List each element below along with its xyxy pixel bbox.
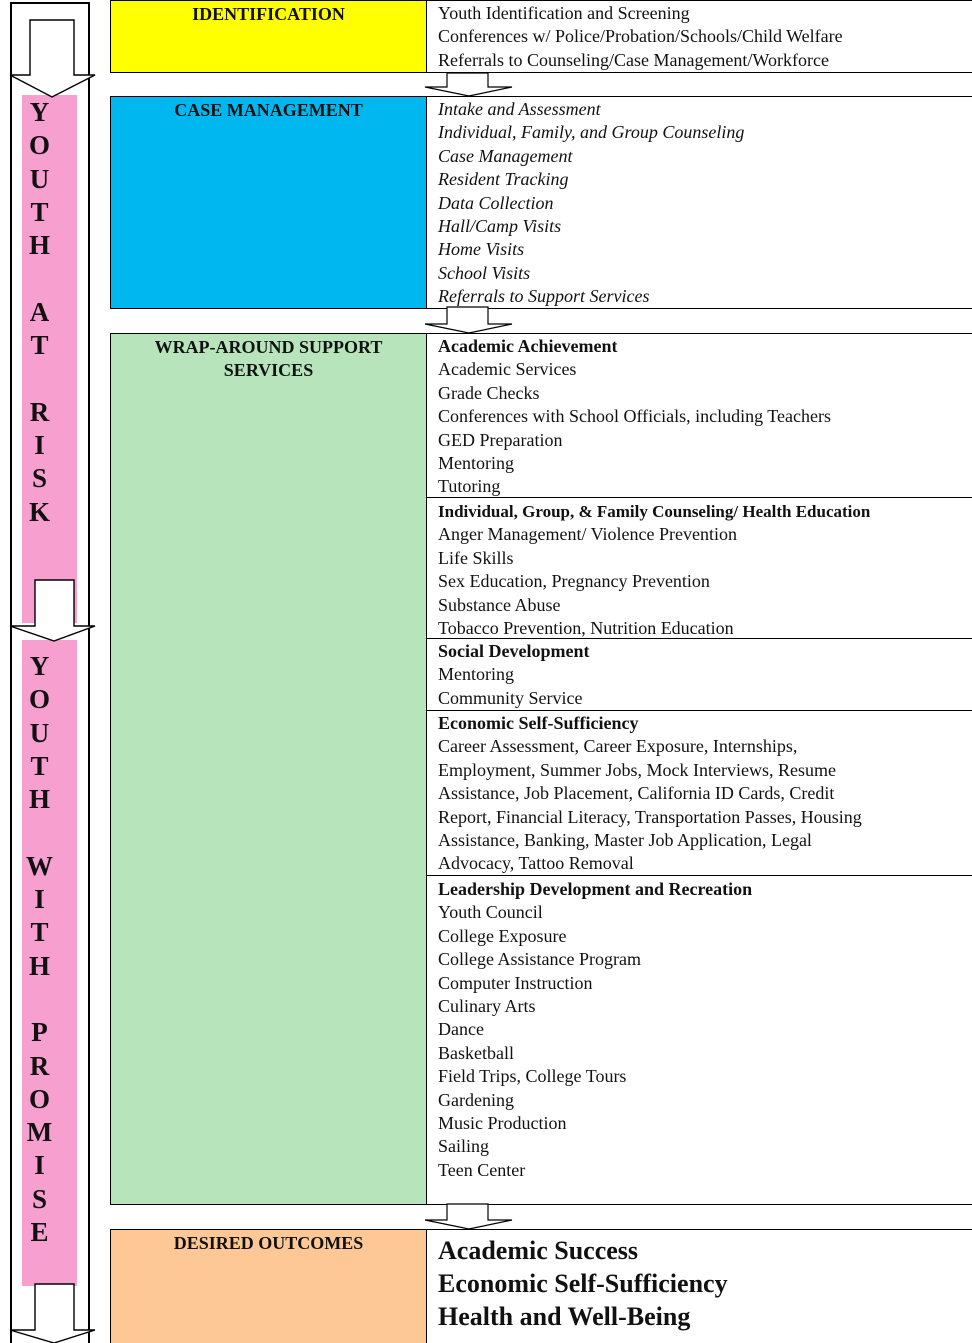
side-label-letter: H: [28, 230, 50, 261]
identification-label-box: [110, 0, 427, 73]
section-heading: Academic Achievement: [438, 336, 618, 356]
social-development-section: [427, 639, 972, 711]
flow-arrow-1-icon: [425, 73, 513, 97]
case-management-item: Hall/Camp Visits: [438, 216, 562, 237]
section-item: Academic Services: [438, 359, 577, 380]
side-label-letter: T: [30, 330, 49, 361]
side-label-letter: A: [29, 296, 50, 327]
side-label-letter: P: [31, 1017, 48, 1048]
section-item: Tobacco Prevention, Nutrition Education: [438, 618, 734, 639]
section-item: Grade Checks: [438, 382, 540, 403]
case-management-items: [427, 96, 972, 309]
case-management-item: Data Collection: [438, 192, 554, 213]
case-management-item: Intake and Assessment: [438, 99, 601, 119]
side-label-letter: [22, 262, 57, 295]
section-item: Dance: [438, 1019, 484, 1040]
section-item: Life Skills: [438, 547, 514, 568]
case-management-item: School Visits: [438, 262, 531, 283]
section-item: GED Preparation: [438, 429, 563, 450]
section-item: Gardening: [438, 1089, 514, 1110]
case-management-item: Resident Tracking: [438, 169, 569, 190]
section-item: Employment, Summer Jobs, Mock Interviews, Resume: [438, 759, 836, 780]
flow-arrow-3-icon: [425, 1204, 513, 1230]
section-heading: Leadership Development and Recreation: [438, 879, 753, 899]
section-item: Anger Management/ Violence Prevention: [438, 524, 737, 545]
wrap-around-label-line1: WRAP-AROUND SUPPORT: [154, 337, 383, 357]
section-heading: Economic Self-Sufficiency: [438, 713, 639, 733]
side-label-letter: T: [30, 750, 49, 781]
section-item: Career Assessment, Career Exposure, Internships,: [438, 736, 798, 757]
case-management-label-box: [110, 96, 427, 309]
side-label-letter: M: [26, 1117, 53, 1148]
section-item: Tutoring: [438, 476, 501, 497]
side-label-letter: S: [31, 463, 48, 494]
youth-with-promise-label: [22, 650, 57, 1249]
side-label-letter: U: [29, 717, 50, 748]
identification-item: Conferences w/ Police/Probation/Schools/Child Welfare: [438, 26, 843, 47]
side-label-letter: E: [30, 1217, 49, 1248]
section-item: Conferences with School Officials, including Teachers: [438, 406, 831, 427]
section-item: College Exposure: [438, 925, 567, 946]
side-arrow-middle-icon: [10, 580, 96, 642]
youth-at-risk-label: [22, 96, 57, 529]
section-heading: Social Development: [438, 641, 590, 661]
identification-item: Referrals to Counseling/Case Management/Workforce: [438, 49, 829, 70]
case-management-item: Individual, Family, and Group Counseling: [438, 122, 745, 143]
side-label-letter: Y: [29, 97, 50, 127]
side-label-letter: I: [34, 429, 45, 460]
section-heading: Individual, Group, & Family Counseling/ Health Education: [438, 502, 871, 521]
side-label-letter: O: [28, 684, 50, 715]
side-label-letter: K: [28, 496, 50, 527]
leadership-recreation-section: [427, 876, 972, 1182]
side-label-letter: H: [28, 784, 50, 815]
section-item: Mentoring: [438, 664, 514, 685]
side-label-letter: [22, 816, 57, 849]
side-label-letter: H: [28, 950, 50, 981]
side-label-letter: T: [30, 917, 49, 948]
section-item: Computer Instruction: [438, 972, 593, 993]
side-arrow-bottom-icon: [10, 1284, 96, 1343]
section-item: Substance Abuse: [438, 594, 561, 615]
side-label-letter: U: [29, 163, 50, 194]
counseling-health-section: [427, 498, 972, 639]
case-management-item: Case Management: [438, 145, 573, 166]
side-arrow-top-icon: [10, 20, 96, 98]
outcome-item: Academic Success: [438, 1236, 639, 1265]
outcomes-items: [427, 1229, 972, 1343]
academic-achievement-section: [427, 334, 972, 498]
section-item: Culinary Arts: [438, 996, 536, 1017]
side-label-letter: Y: [29, 651, 50, 681]
wrap-around-items: [427, 333, 972, 1205]
side-label-letter: [22, 983, 57, 1016]
section-item: Music Production: [438, 1113, 567, 1134]
section-item: Assistance, Job Placement, California ID Cards, Credit: [438, 783, 835, 804]
side-label-letter: [22, 362, 57, 395]
side-label-letter: W: [26, 850, 53, 881]
section-item: Mentoring: [438, 453, 514, 474]
outcomes-label-box: [110, 1229, 427, 1343]
side-label-letter: R: [29, 396, 50, 427]
identification-items: [427, 0, 972, 73]
section-item: Community Service: [438, 687, 583, 708]
section-item: Youth Council: [438, 902, 543, 923]
case-management-label: CASE MANAGEMENT: [174, 100, 363, 120]
side-label-letter: T: [30, 196, 49, 227]
side-label-letter: I: [34, 1150, 45, 1181]
section-item: Assistance, Banking, Master Job Application, Legal: [438, 830, 812, 851]
wrap-around-label-box: [110, 333, 427, 1205]
wrap-around-label-line2: SERVICES: [223, 360, 314, 380]
identification-label: IDENTIFICATION: [192, 4, 345, 24]
section-item: Basketball: [438, 1042, 514, 1063]
flow-arrow-2-icon: [425, 307, 513, 334]
side-label-letter: I: [34, 884, 45, 915]
side-label-letter: O: [28, 1083, 50, 1114]
section-item: Teen Center: [438, 1159, 526, 1180]
section-item: Sailing: [438, 1136, 490, 1157]
side-label-letter: S: [31, 1183, 48, 1214]
side-label-letter: O: [28, 130, 50, 161]
section-item: Field Trips, College Tours: [438, 1066, 627, 1087]
section-item: Sex Education, Pregnancy Prevention: [438, 571, 710, 592]
outcomes-label: DESIRED OUTCOMES: [173, 1233, 364, 1253]
outcome-item: Health and Well-Being: [438, 1302, 691, 1331]
economic-self-sufficiency-section: [427, 711, 972, 876]
outcome-item: Economic Self-Sufficiency: [438, 1269, 728, 1298]
section-item: College Assistance Program: [438, 949, 641, 970]
case-management-item: Home Visits: [438, 239, 525, 260]
section-item: Advocacy, Tattoo Removal: [438, 853, 634, 874]
identification-item: Youth Identification and Screening: [438, 3, 690, 23]
section-item: Report, Financial Literacy, Transportation Passes, Housing: [438, 806, 862, 827]
side-label-letter: R: [29, 1050, 50, 1081]
case-management-item: Referrals to Support Services: [438, 286, 650, 307]
